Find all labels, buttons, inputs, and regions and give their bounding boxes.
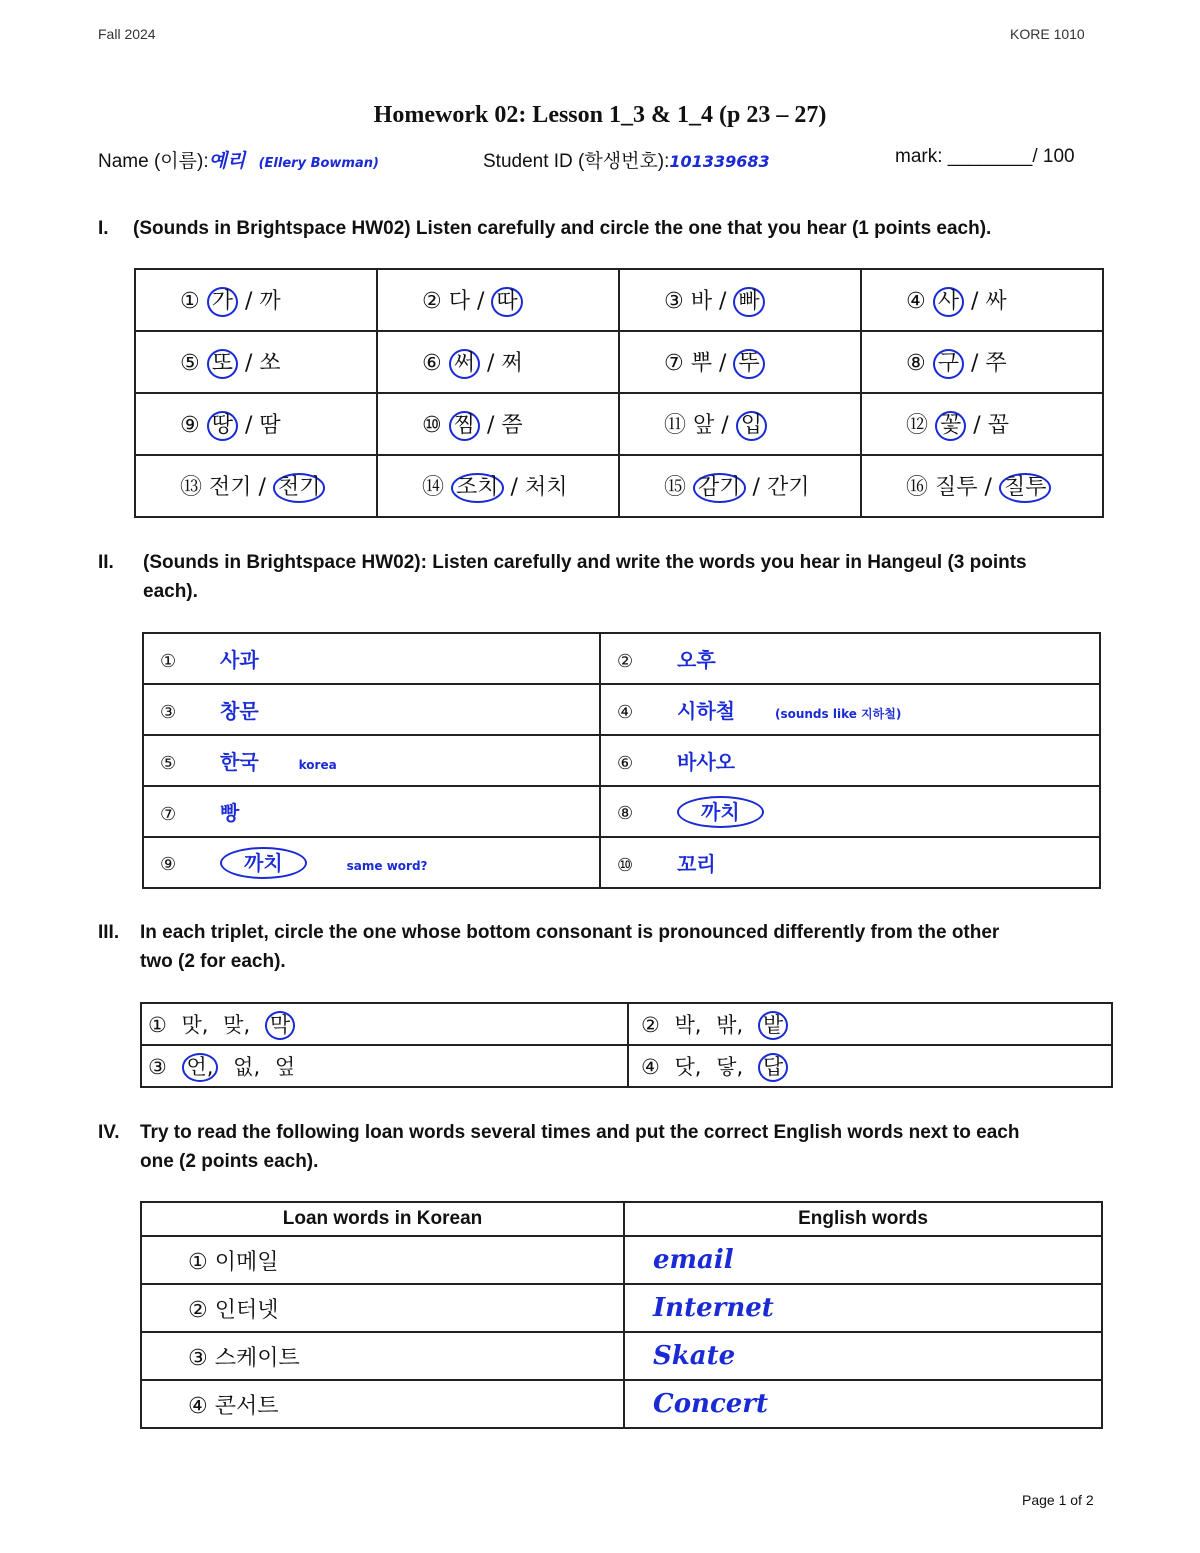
answer-cell[interactable] [600,786,1100,837]
item-number: ⑤ [180,350,200,376]
option-a[interactable]: 조치 [451,473,504,503]
item-number: ① [188,1249,208,1275]
option-b[interactable]: 꼽 [987,412,1009,438]
section-1-number: I. [98,218,109,239]
option-a[interactable]: 구 [933,349,964,379]
section-4-text-line2: one (2 points each). [140,1151,319,1172]
option-a[interactable]: 써 [449,349,480,379]
col-header-korean: Loan words in Korean [141,1202,624,1236]
table-row [141,1380,1102,1428]
choice-item [620,346,860,379]
separator: / [966,412,988,438]
handwritten-answer: 바사오 [677,750,735,774]
option-b[interactable]: 간기 [766,474,810,500]
separator: / [977,474,999,500]
choice-item [862,284,1102,317]
choice-cell [377,393,619,455]
item-number: ③ [664,288,684,314]
handwritten-answer: 창문 [220,699,259,723]
handwritten-answer: 사과 [220,648,259,672]
choice-cell [861,331,1103,393]
item-number: ④ [188,1393,208,1419]
separator: / [745,474,767,500]
choice-cell [377,455,619,517]
loan-word-cell [141,1380,624,1428]
section-4-table [140,1201,1103,1429]
choice-cell [377,269,619,331]
triplet-word[interactable]: 엎 [274,1054,296,1079]
item-number: ① [148,1012,167,1037]
section-2-table [142,632,1101,889]
option-b[interactable]: 쏘 [259,350,281,376]
separator: / [480,350,502,376]
choice-cell [135,455,377,517]
item-number: ⑨ [160,853,177,875]
name-english: (Ellery Bowman) [258,156,379,171]
option-a[interactable]: 바 [690,288,712,314]
separator: / [251,474,273,500]
table-row [135,269,1103,331]
option-a[interactable]: 다 [448,288,470,314]
option-b[interactable]: 천기 [273,473,326,503]
handwritten-answer: 한국 [220,750,259,774]
answer-cell[interactable] [143,837,600,888]
item-number: ⑥ [617,753,634,774]
choice-cell [135,393,377,455]
handwritten-answer: 꼬리 [677,852,716,876]
choice-item [862,408,1102,441]
option-b[interactable]: 칠투 [999,473,1052,503]
option-b[interactable]: 처치 [524,474,568,500]
item-number: ③ [160,702,177,723]
section-1-text: (Sounds in Brightspace HW02) Listen carefully and circle the one that you hear (1 points each). [133,218,992,239]
section-2-text-line2: each). [143,581,198,602]
separator: / [964,288,986,314]
triplet-cell [628,1045,1112,1087]
header-course: KORE 1010 [1010,26,1085,42]
item-number: ④ [906,288,926,314]
page-number: Page 1 of 2 [1022,1492,1094,1508]
separator: / [712,350,734,376]
choice-item [620,284,860,317]
triplet-word[interactable]: 언, [182,1053,219,1082]
name-value: 예리 [208,150,246,172]
item-number: ⑦ [160,804,177,825]
triplet-word[interactable]: 밭 [758,1011,788,1040]
separator: / [503,474,525,500]
table-row [143,684,1100,735]
choice-cell [861,393,1103,455]
item-number: ① [180,288,200,314]
choice-cell [619,331,861,393]
option-a[interactable]: 질투 [935,474,978,500]
table-row [141,1284,1102,1332]
loan-word-cell [141,1284,624,1332]
triplet-cell [628,1003,1112,1045]
option-b[interactable]: 까 [259,288,281,314]
answer-cell[interactable] [143,684,600,735]
section-4-number: IV. [98,1122,120,1143]
item-number: ④ [641,1054,660,1079]
choice-item [862,346,1102,379]
section-3-text-line2: two (2 for each). [140,951,286,972]
choice-cell [619,269,861,331]
separator: / [480,412,502,438]
triplet-word[interactable]: 닷, [674,1054,702,1079]
english-answer-cell[interactable] [624,1236,1102,1284]
separator: / [238,288,260,314]
option-b[interactable]: 싸 [985,288,1007,314]
choice-cell [861,269,1103,331]
answer-cell[interactable] [600,837,1100,888]
item-number: ⑧ [906,350,926,376]
item-number: ② [641,1012,660,1037]
handwritten-english: email [653,1245,734,1275]
english-answer-cell[interactable] [624,1284,1102,1332]
student-id-label: Student ID (학생번호): [483,151,670,172]
section-1-table [134,268,1104,518]
item-number: ⑥ [422,350,442,376]
loan-word-cell [141,1332,624,1380]
separator: / [712,288,734,314]
table-row [143,633,1100,684]
choice-cell [619,393,861,455]
option-b[interactable]: 입 [736,411,767,441]
loan-word-cell [141,1236,624,1284]
table-row [143,837,1100,888]
answer-cell[interactable] [143,735,600,786]
english-answer-cell[interactable] [624,1332,1102,1380]
separator: / [714,412,736,438]
section-4-text-line1: Try to read the following loan words several times and put the correct English words next to each [140,1122,1020,1143]
triplet-cell [141,1045,628,1087]
choice-item [136,408,376,441]
option-a[interactable]: 가 [207,287,238,317]
choice-item [136,346,376,379]
section-3-table [140,1002,1113,1088]
triplet-cell [141,1003,628,1045]
separator: / [238,412,260,438]
handwritten-answer: 시하철 [677,699,735,723]
item-number: ⑮ [664,474,687,500]
handwritten-answer: 까치 [220,847,307,879]
choice-item [136,284,376,317]
choice-cell [377,331,619,393]
item-number: ② [617,651,634,672]
option-b[interactable]: 쭈 [985,350,1007,376]
item-number: ⑫ [906,412,929,438]
option-a[interactable]: 땅 [207,411,238,441]
option-b[interactable]: 빠 [733,287,764,317]
item-number: ⑧ [617,802,634,824]
handwritten-answer: 까치 [677,796,764,828]
handwritten-english: Internet [653,1293,774,1323]
answer-cell[interactable] [143,786,600,837]
handwritten-note: korea [298,758,337,772]
option-a[interactable]: 찜 [449,411,480,441]
item-number: ② [188,1297,208,1323]
separator: / [470,288,492,314]
choice-item [378,470,618,503]
handwritten-english: Concert [653,1389,769,1419]
triplet-word[interactable]: 막 [265,1011,295,1040]
handwritten-note: (sounds like 지하철) [774,707,902,721]
loan-word: 스케이트 [214,1345,300,1371]
col-header-english: English words [624,1202,1102,1236]
answer-cell[interactable] [600,735,1100,786]
loan-word: 콘서트 [214,1393,279,1419]
student-id-field [483,146,770,173]
item-number: ⑩ [617,855,634,876]
choice-item [620,408,860,441]
item-number: ⑨ [180,412,200,438]
choice-item [620,470,860,503]
option-a[interactable]: 또 [207,349,238,379]
handwritten-answer: 빵 [220,801,240,825]
table-row [141,1236,1102,1284]
choice-item [136,470,376,503]
table-row [141,1045,1112,1087]
option-a[interactable]: 전기 [209,474,252,500]
option-b[interactable]: 쯤 [501,412,523,438]
triplet-word[interactable]: 맛, [181,1012,209,1037]
separator: / [238,350,260,376]
name-label: Name (이름): [98,151,209,172]
section-3-number: III. [98,922,120,943]
table-row [135,331,1103,393]
answer-cell[interactable] [600,684,1100,735]
option-a[interactable]: 뿌 [690,350,712,376]
english-answer-cell[interactable] [624,1380,1102,1428]
item-number: ⑭ [422,474,445,500]
item-number: ③ [188,1345,208,1371]
option-a[interactable]: 사 [933,287,964,317]
option-b[interactable]: 쩌 [501,350,523,376]
option-b[interactable]: 뚜 [733,349,764,379]
item-number: ⑬ [180,474,203,500]
handwritten-english: Skate [653,1341,736,1371]
item-number: ② [422,288,442,314]
section-2-number: II. [98,552,114,573]
student-id-value: 101339683 [669,152,770,171]
triplet-word[interactable]: 없, [233,1054,261,1079]
section-2-text-line1: (Sounds in Brightspace HW02): Listen carefully and write the words you hear in Hangeul (3 points [143,552,1027,573]
choice-cell [135,269,377,331]
item-number: ⑤ [160,753,177,774]
item-number: ④ [617,702,634,723]
item-number: ⑪ [664,412,687,438]
option-b[interactable]: 땀 [259,412,281,438]
table-row [135,455,1103,517]
item-number: ⑩ [422,412,442,438]
handwritten-note: same word? [346,858,428,873]
choice-cell [135,331,377,393]
item-number: ⑯ [906,474,929,500]
choice-cell [619,455,861,517]
option-a[interactable]: 앞 [693,412,715,438]
triplet-word[interactable]: 박, [674,1012,702,1037]
header-term: Fall 2024 [98,26,156,42]
choice-item [378,284,618,317]
option-a[interactable]: 꽃 [935,411,966,441]
mark-field: mark: ________/ 100 [895,146,1075,167]
option-a[interactable]: 감기 [693,473,746,503]
option-b[interactable]: 따 [491,287,522,317]
answer-cell[interactable] [143,633,600,684]
triplet-word[interactable]: 밖, [716,1012,744,1037]
choice-item [862,470,1102,503]
choice-cell [861,455,1103,517]
triplet-word[interactable]: 답 [758,1053,788,1082]
table-row [143,786,1100,837]
item-number: ③ [148,1054,167,1079]
loan-word: 인터넷 [214,1297,279,1323]
name-field [98,146,379,173]
choice-item [378,346,618,379]
item-number: ⑦ [664,350,684,376]
table-row [141,1332,1102,1380]
handwritten-answer: 오후 [677,648,716,672]
answer-cell[interactable] [600,633,1100,684]
table-row [141,1003,1112,1045]
item-number: ① [160,651,177,672]
choice-item [378,408,618,441]
loan-word: 이메일 [214,1249,279,1275]
section-3-text-line1: In each triplet, circle the one whose bottom consonant is pronounced differently from the other [140,922,1000,943]
table-row [143,735,1100,786]
separator: / [964,350,986,376]
page-title: Homework 02: Lesson 1_3 & 1_4 (p 23 – 27) [373,102,827,128]
triplet-word[interactable]: 맞, [223,1012,251,1037]
table-row [135,393,1103,455]
triplet-word[interactable]: 닿, [716,1054,744,1079]
